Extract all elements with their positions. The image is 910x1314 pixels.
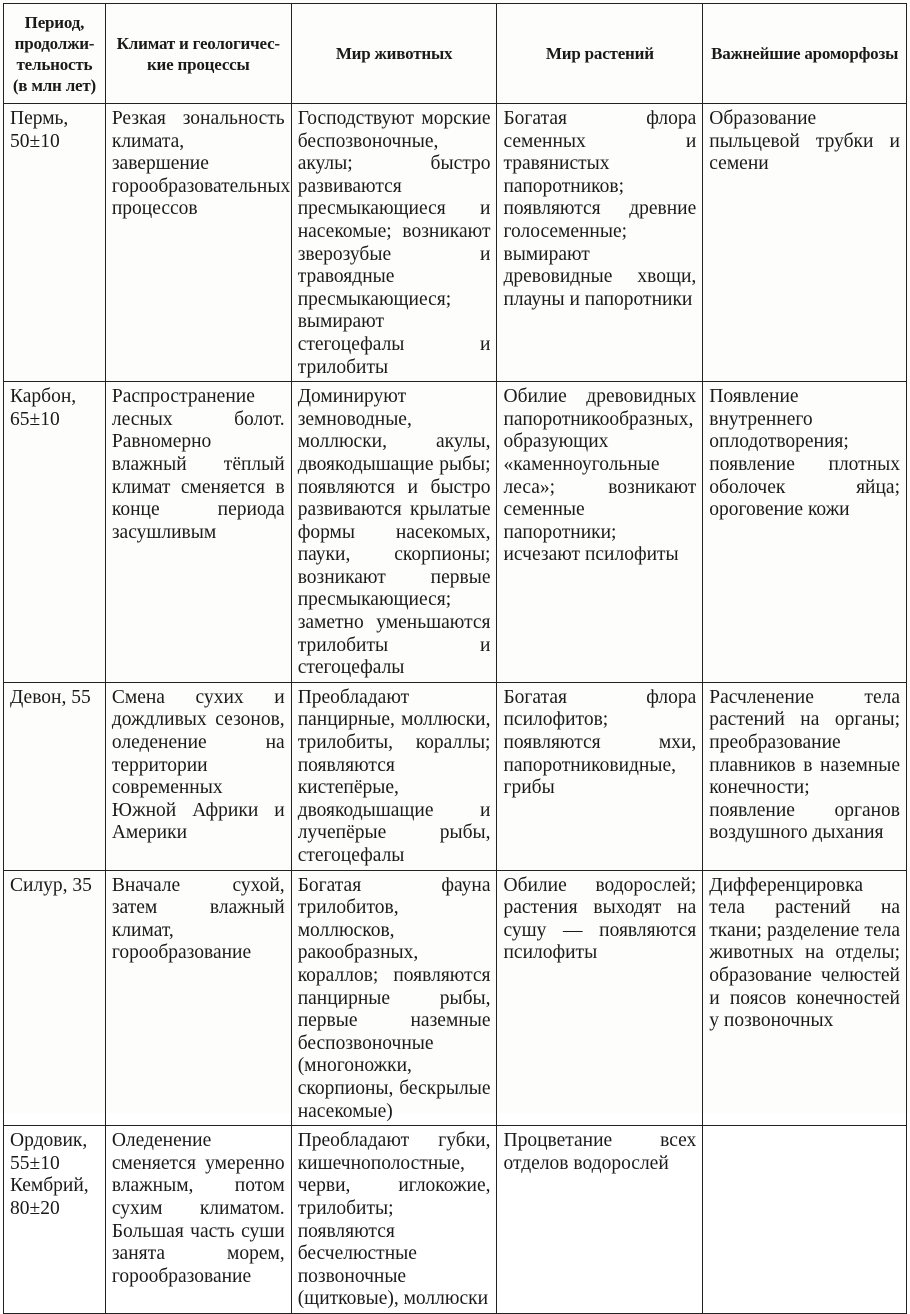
header-plants: Мир растений <box>497 4 703 104</box>
cell-plants: Обилие древовидных папоротникообразных, образующих «каменноугольные леса»; возникают семенные папоротники; исчезают псилофиты <box>497 382 703 683</box>
cell-aromorphoses <box>703 1126 907 1314</box>
cell-period <box>4 682 106 870</box>
cell-climate: Вначале сухой, затем влажный климат, горообразование <box>105 870 291 1126</box>
table-row <box>4 682 907 870</box>
period-name: Карбон, <box>10 386 77 408</box>
table-row <box>4 104 907 382</box>
cell-period <box>4 104 106 382</box>
header-period: Период, продолжи-тельность (в млн лет) <box>4 4 106 104</box>
table-row <box>4 1126 907 1314</box>
period-duration: 55±10 <box>10 1152 60 1174</box>
cell-animals: Богатая фауна трилобитов, моллюсков, ракообразных, кораллов; появляются панцирные рыбы, первые наземные беспозвоночные (многоножки, скорпионы, бескрылые насекомые) <box>291 870 497 1126</box>
cell-aromorphoses: Образование пыльцевой трубки и семени <box>703 104 907 382</box>
cell-aromorphoses: Дифференцировка тела растений на ткани; разделение тела животных на отделы; образование челюстей и поясов конечностей у позвоночных <box>703 870 907 1126</box>
period-duration: 50±10 <box>10 130 60 152</box>
cell-climate: Смена сухих и дождливых сезонов, оледенение на территории современных Южной Африки и Америки <box>105 682 291 870</box>
period-name: Пермь, <box>10 108 69 129</box>
table-row <box>4 870 907 1126</box>
table-row <box>4 382 907 683</box>
cell-plants: Процветание всех отделов водорослей <box>497 1126 703 1314</box>
cell-period <box>4 870 106 1126</box>
cell-climate: Оледенение сменяется умеренно влажным, потом сухим климатом. Большая часть суши занята морем, горообразование <box>105 1126 291 1314</box>
cell-climate: Распространение лесных болот. Равномерно влажный тёплый климат сменяется в конце периода засушливым <box>105 382 291 683</box>
cell-animals: Доминируют земноводные, моллюски, акулы, двоякодышащие рыбы; появляются и быстро развиваются крылатые формы насекомых, пауки, скорпионы; возникают первые пресмыкающиеся; заметно уменьшаются трилобиты и стегоцефалы <box>291 382 497 683</box>
cell-plants: Богатая флора семенных и травянистых папоротников; появляются древние голосеменные; вымирают древовидные хвощи, плауны и папоротники <box>497 104 703 382</box>
period-name: Кембрий, <box>10 1175 89 1197</box>
period-duration: 65±10 <box>10 408 60 430</box>
cell-aromorphoses: Расчленение тела растений на органы; преобразование плавников в наземные конечности; появление органов воздушного дыхания <box>703 682 907 870</box>
cell-plants: Богатая флора псилофитов; появляются мхи, папоротниковидные, грибы <box>497 682 703 870</box>
cell-animals: Преобладают панцирные, моллюски, трилобиты, кораллы; появляются кистепёрые, двоякодышащие и лучепёрые рыбы, стегоцефалы <box>291 682 497 870</box>
header-animals: Мир животных <box>291 4 497 104</box>
header-climate: Климат и геологичес-кие процессы <box>105 4 291 104</box>
cell-climate: Резкая зональность климата, завершение горообразовательных процессов <box>105 104 291 382</box>
period-duration: 80±20 <box>10 1197 60 1219</box>
cell-plants: Обилие водорослей; растения выходят на сушу — появляются псилофиты <box>497 870 703 1126</box>
cell-aromorphoses: Появление внутреннего оплодотворения; появление плотных оболочек яйца; ороговение кожи <box>703 382 907 683</box>
geologic-periods-table <box>3 3 907 1314</box>
cell-animals: Преобладают губки, кишечнополостные, черви, иглокожие, трилобиты; появляются бесчелюстные позвоночные (щитковые), моллюски <box>291 1126 497 1314</box>
cell-period <box>4 382 106 683</box>
cell-animals: Господствуют морские беспозвоночные, акулы; быстро развиваются пресмыкающиеся и насекомые; возникают зверозубые и травоядные пресмыкающиеся; вымирают стегоцефалы и трилобиты <box>291 104 497 382</box>
period-name: Силур, 35 <box>10 874 92 896</box>
period-name: Девон, 55 <box>10 686 91 708</box>
cell-period <box>4 1126 106 1314</box>
header-aromorphoses: Важнейшие ароморфозы <box>703 4 907 104</box>
period-name: Ордовик, <box>10 1130 88 1152</box>
table-header-row <box>4 4 907 104</box>
